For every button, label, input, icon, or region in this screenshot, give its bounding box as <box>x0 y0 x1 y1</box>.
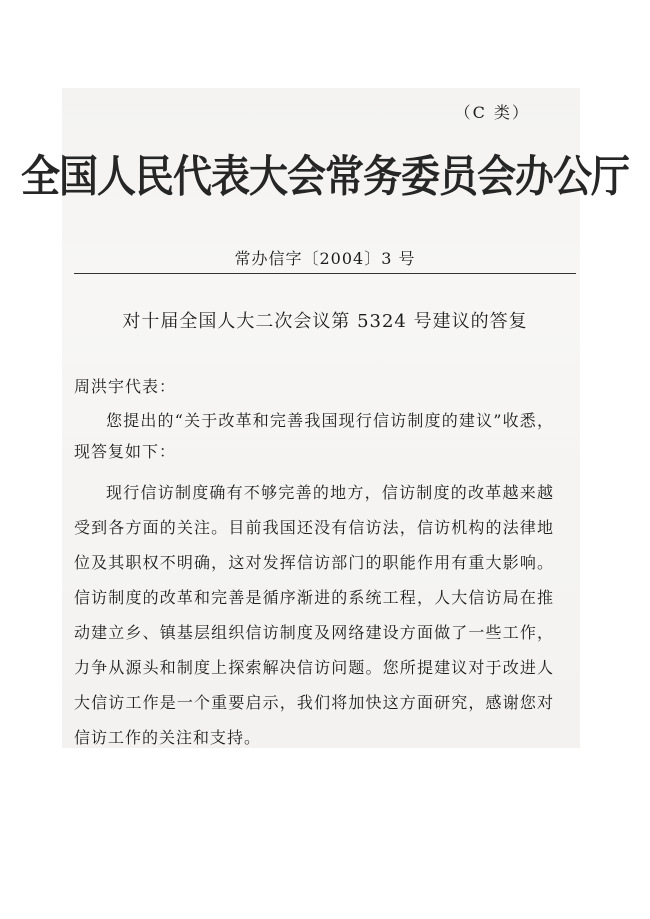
header-divider <box>74 273 576 274</box>
salutation: 周洪宇代表： <box>74 377 177 396</box>
issuing-office-title: 全国人民代表大会常务委员会办公厅 <box>20 150 629 203</box>
body-paragraph-1: 您提出的“关于改革和完善我国现行信访制度的建议”收悉，现答复如下： <box>74 411 554 461</box>
classification-mark: （C 类） <box>454 103 530 122</box>
document-number: 常办信字〔2004〕3 号 <box>234 249 416 268</box>
body-paragraph-2: 现行信访制度确有不够完善的地方，信访制度的改革越来越受到各方面的关注。目前我国还没有信访法，信访机构的法律地位及其职权不明确，这对发挥信访部门的职能作用有重大影响。信访制度的改革和完善是循序渐进的系统工程，人大信访局在推动建立乡、镇基层组织信访制度及网络建设方面做了一些工作，力争从源头和制度上探索解决信访问题。您所提建议对于改进人大信访工作是一个重要启示，我们将加快这方面研究，感谢您对信访工作的关注和支持。 <box>74 483 554 747</box>
reply-title: 对十届全国人大二次会议第 5324 号建议的答复 <box>122 311 528 332</box>
